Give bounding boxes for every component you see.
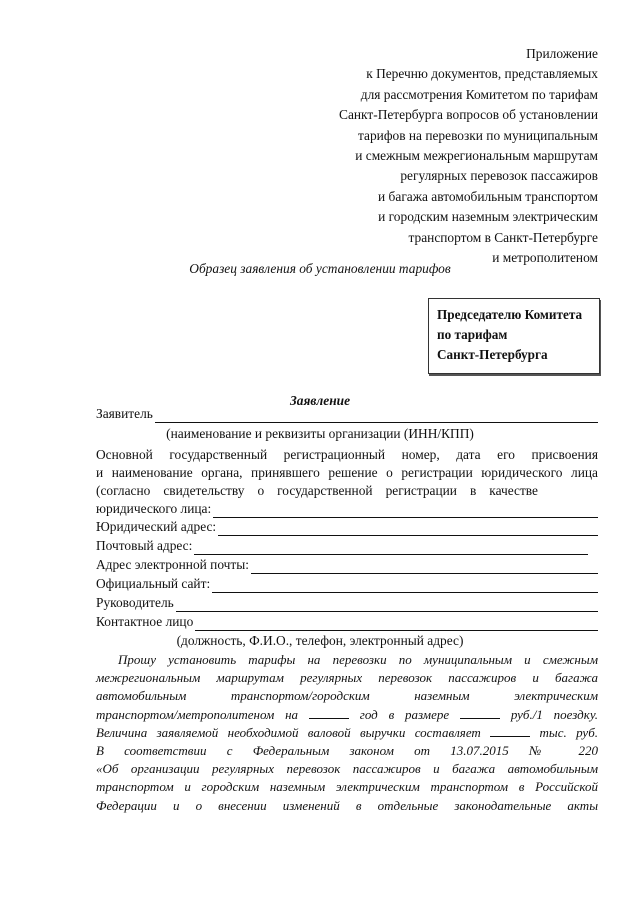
addressee-line: Председателю Комитета: [437, 307, 583, 322]
legal-address-row: [96, 518, 598, 536]
request-line: «Об организации регулярных перевозок пассажиров и багажа автомобильным: [96, 761, 598, 777]
applicant-label: Заявитель: [96, 406, 153, 421]
appendix-line: Приложение: [526, 46, 598, 61]
contact-field[interactable]: [195, 617, 598, 631]
appendix-line: и багажа автомобильным транспортом: [378, 188, 598, 204]
postal-address-label: Почтовый адрес:: [96, 538, 193, 553]
appendix-line: Санкт-Петербурга вопросов об установлении: [339, 107, 598, 123]
ogrn-field[interactable]: [213, 504, 598, 518]
appendix-line: и смежным межрегиональным маршрутам: [355, 148, 598, 164]
ogrn-row: [96, 500, 598, 518]
director-field[interactable]: [176, 598, 598, 612]
ogrn-paragraph: [96, 446, 598, 500]
request-text: руб./1 поездку.: [510, 706, 599, 722]
ogrn-label: юридического лица:: [96, 501, 212, 516]
tariff-blank[interactable]: [460, 707, 500, 719]
appendix-line: и городским наземным электрическим: [378, 209, 598, 225]
request-line: [96, 706, 598, 724]
addressee-line: по тарифам: [437, 327, 508, 342]
ogrn-line: Основной государственный регистрационный номер, дата его присвоения: [96, 447, 598, 462]
legal-address-label: Юридический адрес:: [96, 519, 217, 534]
revenue-blank[interactable]: [490, 725, 530, 737]
request-text: год в размере: [359, 706, 450, 722]
applicant-caption: (наименование и реквизиты организации (ИНН/КПП): [166, 426, 474, 441]
applicant-row: [96, 405, 598, 423]
ogrn-line: и наименование органа, принявшего решение о регистрации юридического лица: [96, 465, 598, 480]
request-line: [96, 724, 598, 742]
appendix-line: регулярных перевозок пассажиров: [400, 168, 598, 184]
website-field[interactable]: [212, 579, 598, 593]
appendix-line: тарифов на перевозки по муниципальным: [358, 127, 598, 143]
request-text: транспортом/метрополитеном на: [96, 706, 299, 722]
website-label: Официальный сайт:: [96, 576, 211, 591]
appendix-line: к Перечню документов, представляемых: [366, 66, 598, 82]
contact-label: Контактное лицо: [96, 614, 194, 629]
addressee-box: [428, 298, 600, 374]
contact-row: [96, 613, 598, 631]
contact-caption: (должность, Ф.И.О., телефон, электронный адрес): [176, 633, 464, 648]
email-label: Адрес электронной почты:: [96, 557, 249, 572]
addressee-line: Санкт-Петербурга: [437, 347, 548, 362]
legal-address-field[interactable]: [218, 522, 598, 536]
request-line: транспортом и городским наземным электрическим транспортом в Российской: [96, 779, 598, 795]
postal-address-row: [96, 537, 598, 555]
request-line: Федерации и о внесении изменений в отдельные законодательные акты: [96, 797, 598, 813]
request-line: межрегиональным маршрутам регулярных перевозок пассажиров и багажа: [96, 670, 598, 686]
appendix-block: [298, 44, 598, 268]
document-title: Образец заявления об установлении тарифов: [189, 261, 451, 276]
appendix-line: для рассмотрения Комитетом по тарифам: [360, 86, 598, 102]
director-label: Руководитель: [96, 595, 174, 610]
year-blank[interactable]: [309, 707, 349, 719]
request-paragraph: [96, 651, 598, 815]
director-row: [96, 594, 598, 612]
email-field[interactable]: [251, 560, 598, 574]
appendix-line: транспортом в Санкт-Петербурге: [408, 229, 598, 245]
email-row: [96, 556, 598, 574]
postal-address-field[interactable]: [194, 541, 588, 555]
request-text: Величина заявляемой необходимой валовой выручки составляет: [96, 724, 481, 740]
ogrn-line: (согласно свидетельству о государственной регистрации в качестве: [96, 483, 538, 498]
request-line: В соответствии с Федеральным законом от 13.07.2015 № 220: [96, 743, 598, 759]
statement-heading: Заявление: [289, 393, 351, 408]
appendix-line: и метрополитеном: [492, 250, 598, 266]
request-line: автомобильным транспортом/городским наземным электрическим: [96, 688, 598, 704]
request-text: тыс. руб.: [539, 724, 598, 740]
request-line: Прошу установить тарифы на перевозки по муниципальным и смежным: [118, 652, 598, 667]
applicant-field[interactable]: [155, 409, 598, 423]
website-row: [96, 575, 598, 593]
